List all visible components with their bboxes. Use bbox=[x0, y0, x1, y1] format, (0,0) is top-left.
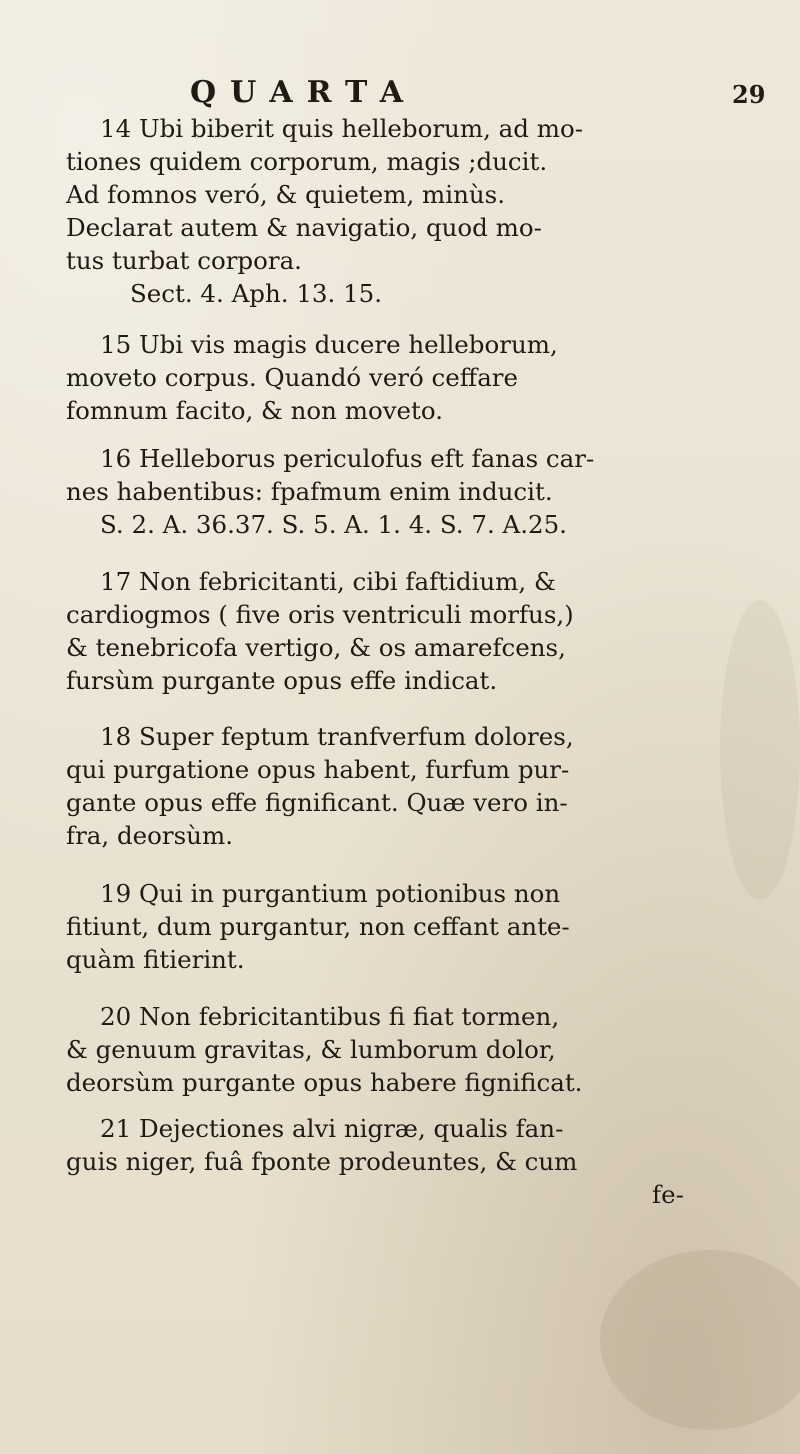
text-line: guis niger, fuâ fponte prodeuntes, & cum bbox=[66, 1147, 578, 1176]
text-line: gante opus effe fignificant. Quæ vero in- bbox=[66, 788, 568, 817]
text-line: 21 Dejectiones alvi nigræ, qualis fan- bbox=[100, 1114, 564, 1143]
paragraph-17 bbox=[66, 565, 746, 697]
page-number: 29 bbox=[732, 80, 766, 109]
text-line: tus turbat corpora. bbox=[66, 246, 302, 275]
text-line: deorsùm purgante opus habere fignificat. bbox=[66, 1068, 583, 1097]
paragraph-20 bbox=[66, 1000, 746, 1099]
text-line: tiones quidem corporum, magis ;ducit. bbox=[66, 147, 548, 176]
text-line: 18 Super feptum tranfverfum dolores, bbox=[100, 722, 574, 751]
text-line: 17 Non febricitanti, cibi faftidium, & bbox=[100, 567, 556, 596]
text-line: fomnum facito, & non moveto. bbox=[66, 396, 443, 425]
paragraph-18 bbox=[66, 720, 746, 852]
catchword: fe- bbox=[652, 1180, 684, 1209]
reference-line: Sect. 4. Aph. 13. 15. bbox=[130, 279, 383, 308]
reference-line: S. 2. A. 36.37. S. 5. A. 1. 4. S. 7. A.25. bbox=[100, 510, 567, 539]
text-line: 14 Ubi biberit quis helleborum, ad mo- bbox=[100, 114, 583, 143]
paragraph-21 bbox=[66, 1112, 746, 1211]
text-line: moveto corpus. Quandó veró ceffare bbox=[66, 363, 519, 392]
text-line: 20 Non febricitantibus fi fiat tormen, bbox=[100, 1002, 560, 1031]
text-line: fursùm purgante opus effe indicat. bbox=[66, 666, 498, 695]
paragraph-14 bbox=[66, 112, 746, 310]
text-line: Declarat autem & navigatio, quod mo- bbox=[66, 213, 542, 242]
text-line: fitiunt, dum purgantur, non ceffant ante- bbox=[66, 912, 570, 941]
text-line: & tenebricofa vertigo, & os amarefcens, bbox=[66, 633, 566, 662]
text-line: & genuum gravitas, & lumborum dolor, bbox=[66, 1035, 556, 1064]
text-line: Ad fomnos veró, & quietem, minùs. bbox=[66, 180, 506, 209]
text-line: qui purgatione opus habent, furfum pur- bbox=[66, 755, 570, 784]
paper-stain bbox=[600, 1250, 800, 1430]
text-line: 15 Ubi vis magis ducere helleborum, bbox=[100, 330, 558, 359]
running-title: QUARTA bbox=[190, 75, 418, 110]
text-line: cardiogmos ( five oris ventriculi morfus,) bbox=[66, 600, 574, 629]
paragraph-19 bbox=[66, 877, 746, 976]
paragraph-15 bbox=[66, 328, 746, 427]
text-line: 19 Qui in purgantium potionibus non bbox=[100, 879, 561, 908]
text-line: 16 Helleborus periculofus eft fanas car- bbox=[100, 444, 595, 473]
text-line: nes habentibus: fpafmum enim inducit. bbox=[66, 477, 553, 506]
text-line: fra, deorsùm. bbox=[66, 821, 233, 850]
text-line: quàm fitierint. bbox=[66, 945, 245, 974]
paragraph-16 bbox=[66, 442, 746, 541]
